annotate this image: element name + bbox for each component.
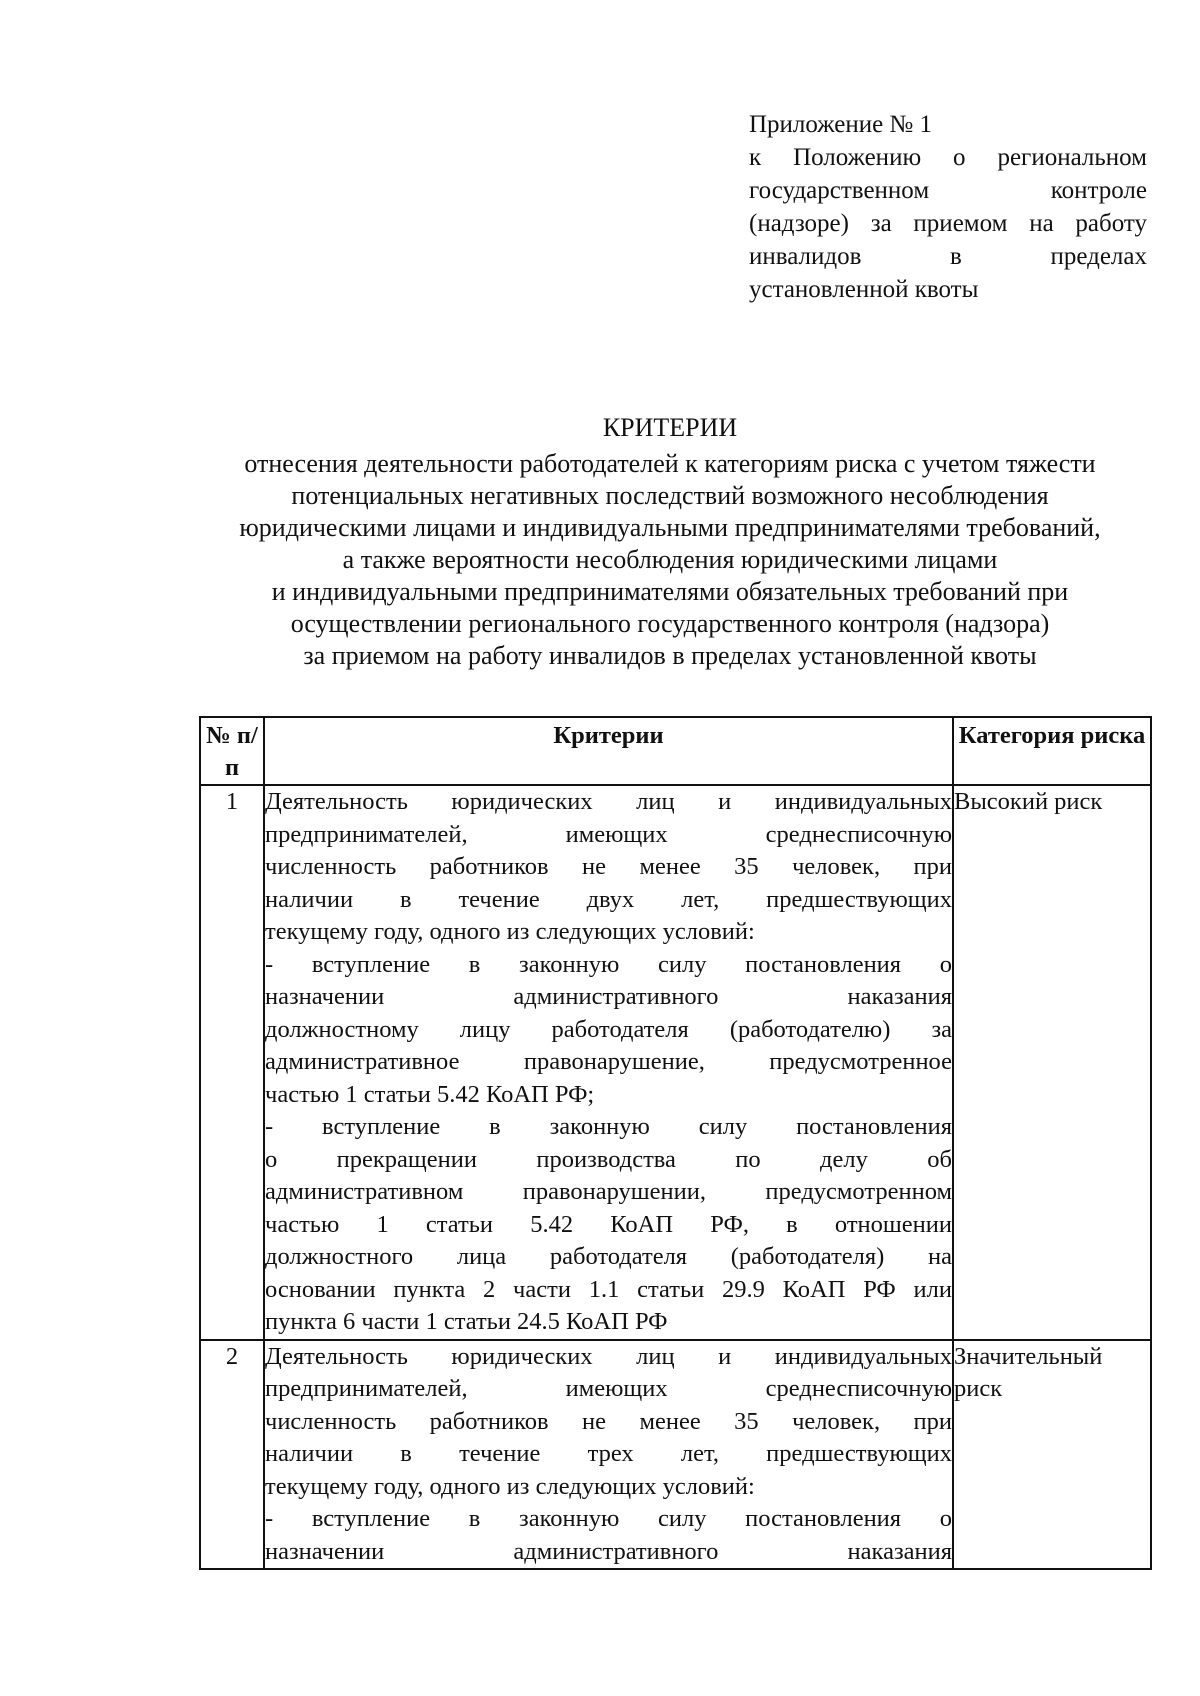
criteria-line: административное правонарушение, предусмотренное	[265, 1048, 952, 1075]
row-criteria	[264, 785, 953, 1340]
criteria-line: текущему году, одного из следующих условий:	[265, 918, 755, 945]
criteria-line: - вступление в законную силу постановления о	[265, 1505, 952, 1532]
criteria-line: о прекращении производства по делу об	[265, 1145, 952, 1173]
table-row	[200, 785, 1151, 1340]
criteria-line: Деятельность юридических лиц и индивидуальных	[265, 788, 952, 815]
title-line: осуществлении регионального государственного контроля (надзора)	[290, 609, 1050, 638]
title-line: а также вероятности несоблюдения юридическими лицами	[342, 545, 998, 574]
criteria-line: административном правонарушении, предусмотренном	[265, 1178, 952, 1205]
row-risk-category: Высокий риск	[953, 785, 1151, 1340]
criteria-line: предпринимателей, имеющих среднесписочную	[265, 1375, 952, 1402]
header-number: № п/п	[200, 717, 264, 785]
row-number: 2	[200, 1340, 264, 1570]
criteria-line: должностному лицу работодателя (работодателю) за	[265, 1015, 952, 1043]
header-criteria: Критерии	[264, 717, 953, 785]
appendix-line: государственном контроле	[749, 177, 1147, 204]
criteria-line: назначении административного наказания	[265, 1537, 952, 1565]
criteria-line: частью 1 статьи 5.42 КоАП РФ, в отношении	[265, 1210, 952, 1238]
criteria-table	[199, 716, 1152, 1570]
criteria-line: Деятельность юридических лиц и индивидуальных	[265, 1342, 952, 1370]
table-header-row	[200, 717, 1151, 785]
criteria-line: частью 1 статьи 5.42 КоАП РФ;	[265, 1080, 595, 1108]
appendix-line: установленной квоты	[749, 276, 979, 303]
appendix-line: к Положению о региональном	[749, 144, 1147, 171]
criteria-line: пункта 6 части 1 статьи 24.5 КоАП РФ	[265, 1308, 668, 1335]
appendix-reference	[749, 108, 1147, 306]
criteria-line: наличии в течение трех лет, предшествующих	[265, 1440, 952, 1467]
row-criteria	[264, 1340, 953, 1570]
criteria-line: численность работников не менее 35 человек, при	[265, 853, 952, 880]
criteria-line: численность работников не менее 35 человек, при	[265, 1407, 952, 1435]
title-heading: КРИТЕРИИ	[602, 413, 738, 442]
header-category: Категория риска	[953, 717, 1151, 785]
appendix-line: (надзоре) за приемом на работу	[749, 210, 1147, 237]
title-line: отнесения деятельности работодателей к категориям риска с учетом тяжести	[244, 449, 1096, 478]
row-number: 1	[200, 785, 264, 1340]
table-row	[200, 1340, 1151, 1570]
criteria-line: назначении административного наказания	[265, 983, 952, 1010]
criteria-line: предпринимателей, имеющих среднесписочную	[265, 820, 952, 848]
criteria-line: основании пункта 2 части 1.1 статьи 29.9 КоАП РФ или	[265, 1275, 952, 1303]
criteria-line: - вступление в законную силу постановления	[265, 1113, 952, 1140]
title-line: потенциальных негативных последствий возможного несоблюдения	[291, 481, 1049, 510]
criteria-line: текущему году, одного из следующих условий:	[265, 1472, 755, 1500]
appendix-line: инвалидов в пределах	[749, 243, 1147, 270]
row-risk-category: Значительный риск	[953, 1340, 1151, 1570]
title-line: юридическими лицами и индивидуальными предпринимателями требований,	[239, 513, 1101, 542]
criteria-line: - вступление в законную силу постановления о	[265, 950, 952, 978]
criteria-line: должностного лица работодателя (работодателя) на	[265, 1243, 952, 1270]
title-line: и индивидуальными предпринимателями обязательных требований при	[271, 577, 1069, 606]
document-title	[190, 412, 1150, 672]
title-line: за приемом на работу инвалидов в пределах установленной квоты	[303, 641, 1037, 670]
criteria-line: наличии в течение двух лет, предшествующих	[265, 885, 952, 913]
appendix-line: Приложение № 1	[749, 111, 933, 138]
